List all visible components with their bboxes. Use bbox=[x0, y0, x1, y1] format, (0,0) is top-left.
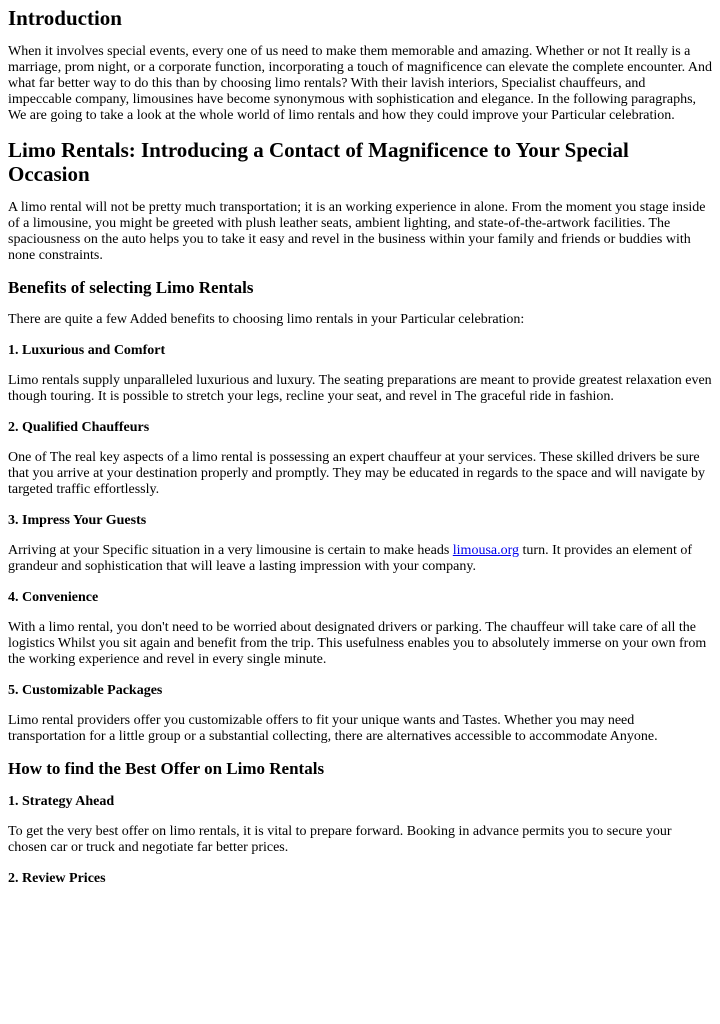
article bbox=[0, 6, 720, 887]
benefit-1-heading: 1. Luxurious and Comfort bbox=[8, 343, 166, 358]
benefit-1-paragraph: Limo rentals supply unparalleled luxurious and luxury. The seating preparations are meant to provide greatest relaxation even though touring. It is possible to stretch your legs, recline your seat, and revel in The graceful ride in fashion. bbox=[8, 373, 712, 404]
best-offer-heading: How to find the Best Offer on Limo Rentals bbox=[8, 759, 325, 778]
offer-1-paragraph: To get the very best offer on limo rentals, it is vital to prepare forward. Booking in advance permits you to secure your chosen car or truck and negotiate far better prices. bbox=[8, 824, 672, 855]
benefit-3-text-before: Arriving at your Specific situation in a very limousine is certain to make heads bbox=[8, 543, 453, 558]
benefit-5-heading: 5. Customizable Packages bbox=[8, 683, 163, 698]
benefit-3-text-after: turn. It provides an element of grandeur and sophistication that will leave a lasting impression with your company. bbox=[8, 543, 693, 574]
benefits-paragraph: There are quite a few Added benefits to choosing limo rentals in your Particular celebration: bbox=[8, 312, 525, 327]
benefit-5-paragraph: Limo rental providers offer you customizable offers to fit your unique wants and Tastes. Whether you may need transportation for a little group or a substantial collecting, there are alternatives accessible to accommodate Anyone. bbox=[8, 713, 658, 744]
intro-paragraph: When it involves special events, every one of us need to make them memorable and amazing. Whether or not It really is a marriage, prom night, or a corporate function, incorporating a touch of magnificence can elevate the complete encounter. And what far better way to do this than by choosing limo rentals? With their lavish interiors, Specialist chauffeurs, and impeccable company, limousines have become synonymous with sophistication and elegance. In the following paragraphs, We are going to take a look at the whole world of limo rentals and how they could improve your Particular celebration. bbox=[8, 44, 712, 123]
offer-2-heading: 2. Review Prices bbox=[8, 871, 106, 886]
benefit-4-heading: 4. Convenience bbox=[8, 590, 99, 605]
intro-heading: Introduction bbox=[8, 6, 122, 30]
limo-rentals-paragraph: A limo rental will not be pretty much transportation; it is an working experience in alone. From the moment you stage inside of a limousine, you might be greeted with plush leather seats, ambient lighting, and state-of-the-artwork facilities. The spaciousness on the auto helps you to take it easy and revel in the business within your family and friends or buddies with none constraints. bbox=[8, 200, 706, 263]
benefit-3-paragraph bbox=[8, 543, 712, 575]
offer-1-heading: 1. Strategy Ahead bbox=[8, 794, 115, 809]
benefit-2-paragraph: One of The real key aspects of a limo rental is possessing an expert chauffeur at your services. These skilled drivers be sure that you arrive at your destination properly and promptly. They may be educated in regards to the space and will navigate by targeted traffic effortlessly. bbox=[8, 450, 706, 497]
limousa-link[interactable]: limousa.org bbox=[452, 543, 520, 558]
limo-rentals-heading: Limo Rentals: Introducing a Contact of Magnificence to Your Special Occasion bbox=[8, 138, 629, 186]
benefit-4-paragraph: With a limo rental, you don't need to be worried about designated drivers or parking. The chauffeur will take care of all the logistics Whilst you sit again and benefit from the trip. This usefulness enables you to absolutely immerse on your own from the working experience and revel in every single minute. bbox=[8, 620, 707, 667]
benefit-2-heading: 2. Qualified Chauffeurs bbox=[8, 420, 150, 435]
benefit-3-heading: 3. Impress Your Guests bbox=[8, 513, 147, 528]
benefits-heading: Benefits of selecting Limo Rentals bbox=[8, 278, 254, 297]
